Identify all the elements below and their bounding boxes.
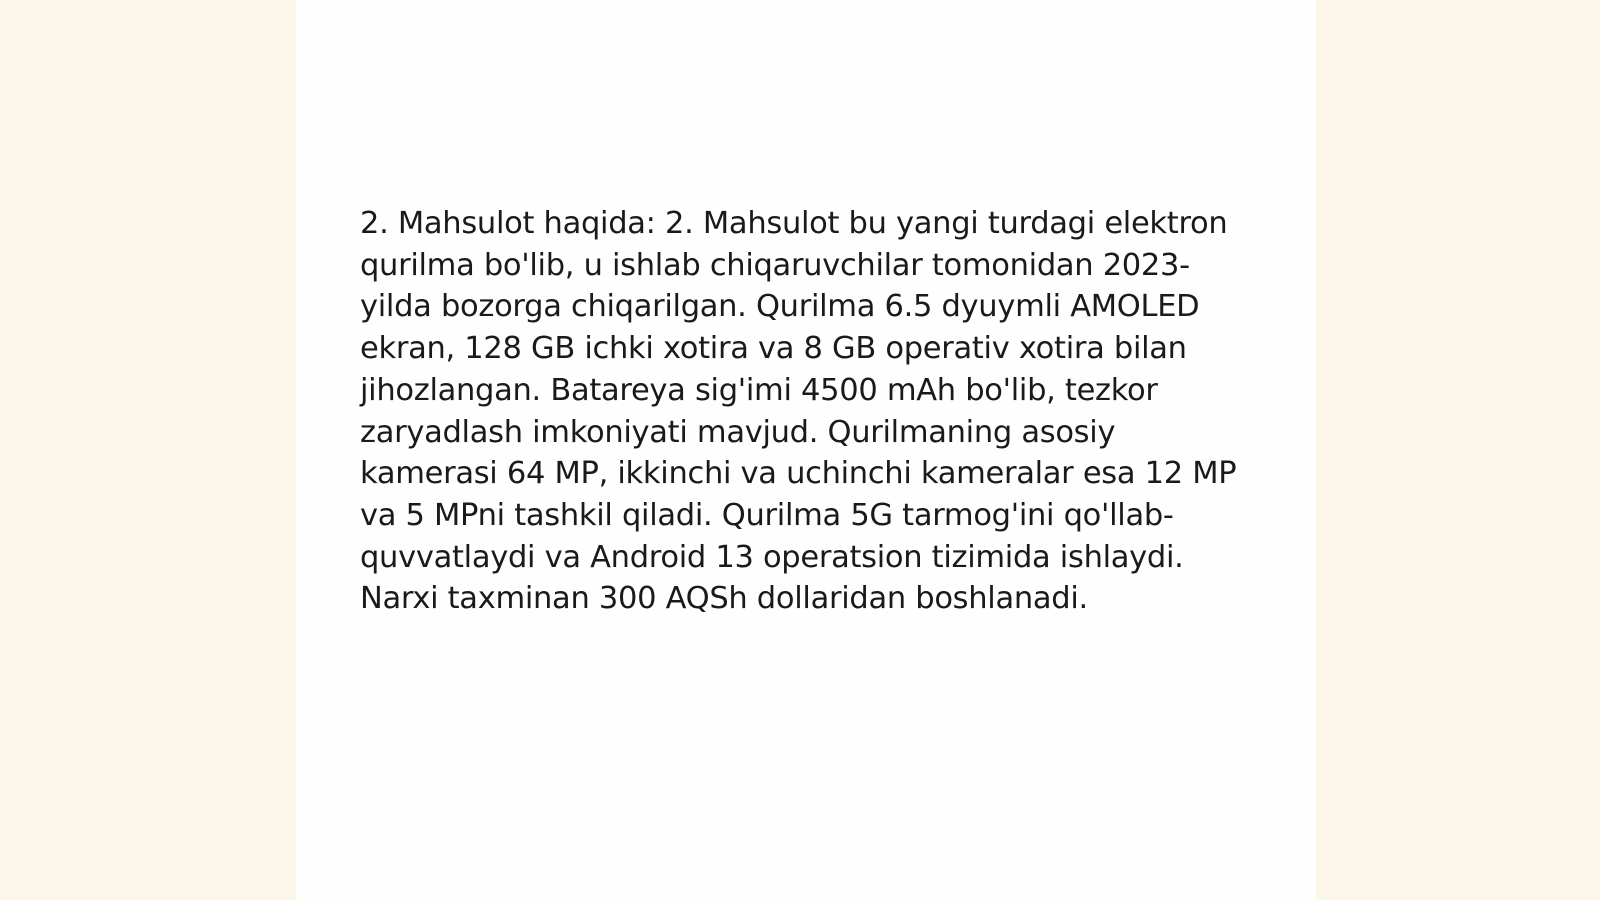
document-page [296,0,1316,900]
product-description-paragraph: 2. Mahsulot haqida: 2. Mahsulot bu yangi turdagi elektron qurilma bo'lib, u ishlab chiqaruvchilar tomonidan 2023-yilda bozorga chiqarilgan. Qurilma 6.5 dyuymli AMOLED ekran, 128 GB ichki xotira va 8 GB operativ xotira bilan jihozlangan. Batareya sig'imi 4500 mAh bo'lib, tezkor zaryadlash imkoniyati mavjud. Qurilmaning asosiy kamerasi 64 MP, ikkinchi va uchinchi kameralar esa 12 MP va 5 MPni tashkil qiladi. Qurilma 5G tarmog'ini qo'llab-quvvatlaydi va Android 13 operatsion tizimida ishlaydi. Narxi taxminan 300 AQSh dollaridan boshlanadi. [360,206,1237,617]
